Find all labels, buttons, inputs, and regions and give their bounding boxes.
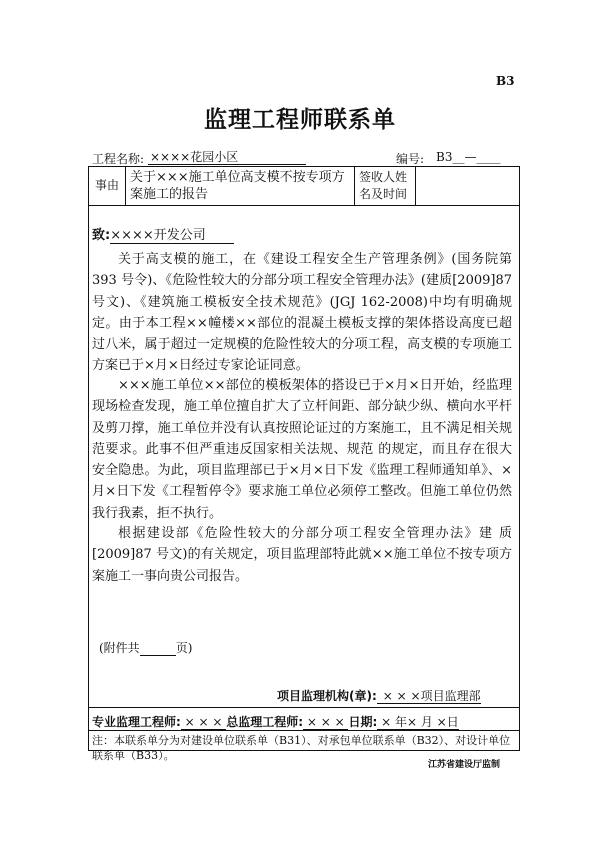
engineer-value: × × × <box>180 715 227 729</box>
signature-row <box>92 713 459 730</box>
addressee-label: 致: <box>92 228 111 243</box>
attachment-count <box>99 639 192 656</box>
org-label: 项目监理机构(章): <box>277 689 377 703</box>
chief-engineer-label: 总监理工程师: <box>226 715 304 729</box>
supervision-org <box>277 687 481 704</box>
issuing-authority: 江苏省建设厅监制 <box>428 760 501 770</box>
receiver-label: 签收人姓名及时间 <box>359 170 408 201</box>
addressee-value: ××××开发公司 <box>110 228 234 244</box>
attachment-blank <box>140 644 176 656</box>
note-row-top <box>89 730 519 731</box>
addressee-line <box>92 224 234 243</box>
date-label: 日期: <box>348 715 378 729</box>
project-name-label: 工程名称: <box>92 152 145 166</box>
header-col-divider-3 <box>415 167 416 205</box>
body-paragraph-1: 关于高支模的施工，在《建设工程安全生产管理条例》(国务院第 393 号令)、《危险性较大的分部分项工程安全管理办法》(建质[2009]87 号文)、《建筑施工模板安全技术规范》(JGJ 162-2008)中均有明确规定。由于本工程××幢楼××部位的混凝土模板支撑的架体搭设高度已超过八米，属于超过一定规模的危险性较大的分项工程，高支模的专项施工方案已于×月×日经过专家论证同意。 <box>92 252 512 374</box>
body-paragraph-3: 根据建设部《危险性较大的分部分项工程安全管理办法》建 质[2009]87 号文)的有关规定，项目监理部特此就××施工单位不按专项方案施工一事向贵公司报告。 <box>92 526 512 584</box>
date-value: × 年× 月 ×日 <box>377 715 459 729</box>
page-title: 监理工程师联系单 <box>204 107 396 133</box>
body-paragraph-2: ×××施工单位××部位的模板架体的搭设已于×月×日开始，经监理现场检查发现，施工单位擅自扩大了立杆间距、部分缺少纵、横向水平杆及剪刀撑，施工单位并没有认真按照论证过的方案施工，且不满足相关规范要求。此事不但严重违反国家相关法规、规范 的规定，而且存在很大安全隐患。为此，项目监理部已于×月×日下发《监理工程师通知单》、×月×日下发《工程暂停令》要求施工单位必须停工整改。但施工单位仍然我行我素，拒不执行。 <box>92 378 512 521</box>
header-row-divider <box>89 205 519 206</box>
engineer-label: 专业监理工程师: <box>92 715 181 729</box>
org-value: × × ×项目监理部 <box>377 689 481 704</box>
project-name-value: ××××花园小区 <box>148 150 306 165</box>
attachment-suffix: 页) <box>175 641 193 655</box>
form-code: B3 <box>496 74 515 88</box>
form-number-value: B3__—____ <box>436 150 501 164</box>
form-number-label: 编号: <box>396 152 425 166</box>
form-table <box>88 166 520 762</box>
attachment-prefix: (附件共 <box>99 641 140 655</box>
signature-row-top <box>89 707 519 708</box>
chief-engineer-value: × × × <box>303 715 349 729</box>
header-col-divider-1 <box>125 167 126 205</box>
subject-text: 关于×××施工单位高支模不按专项方案施工的报告 <box>130 170 345 202</box>
header-col-divider-2 <box>354 167 355 205</box>
form-note: 注：本联系单分为对建设单位联系单（B31）、对承包单位联系单（B32）、对设计单位联系单（B33）。 <box>92 734 511 762</box>
subject-label: 事由 <box>95 178 120 192</box>
